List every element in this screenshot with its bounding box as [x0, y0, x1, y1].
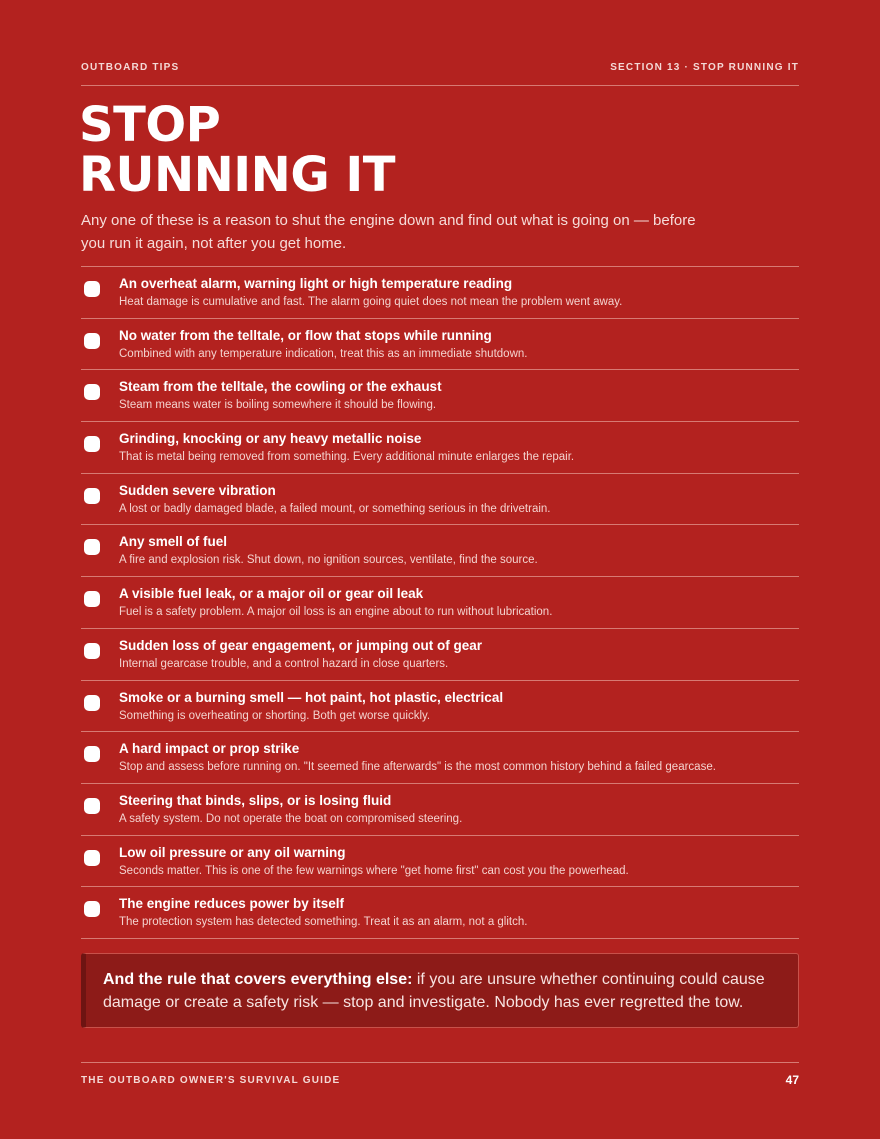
checkbox-icon[interactable]	[84, 591, 100, 607]
footer-divider	[81, 1062, 799, 1063]
item-description: Combined with any temperature indication, treat this as an immediate shutdown.	[119, 347, 528, 360]
item-description: Stop and assess before running on. "It seemed fine afterwards" is the most common history behind a failed gearcase.	[119, 761, 716, 774]
item-title: Steam from the telltale, the cowling or the exhaust	[119, 379, 442, 395]
item-description: A fire and explosion risk. Shut down, no ignition sources, ventilate, find the source.	[119, 554, 538, 567]
checklist-item	[81, 525, 799, 577]
checkbox-icon[interactable]	[84, 798, 100, 814]
item-description: Fuel is a safety problem. A major oil loss is an engine about to run without lubrication.	[119, 606, 553, 619]
checklist-item	[81, 681, 799, 733]
title-line-2: RUNNING IT	[79, 147, 396, 203]
item-description: Heat damage is cumulative and fast. The alarm going quiet does not mean the problem went away.	[119, 296, 623, 308]
running-header	[81, 62, 799, 73]
page-number: 47	[785, 1073, 799, 1087]
checkbox-icon[interactable]	[84, 850, 100, 866]
item-title: Sudden severe vibration	[119, 482, 276, 498]
page-title	[79, 97, 396, 203]
item-title: A visible fuel leak, or a major oil or gear oil leak	[119, 586, 424, 602]
checklist-item	[81, 732, 799, 784]
checkbox-icon[interactable]	[84, 539, 100, 555]
checkbox-icon[interactable]	[84, 746, 100, 762]
item-title: A hard impact or prop strike	[119, 741, 300, 757]
checkbox-icon[interactable]	[84, 695, 100, 711]
item-title: No water from the telltale, or flow that stops while running	[119, 327, 492, 343]
item-title: An overheat alarm, warning light or high temperature reading	[119, 276, 513, 291]
rule-text: if you are unsure whether continuing could cause damage or create a safety risk — stop and investigate. Nobody has ever regretted the tow.	[103, 971, 765, 1011]
item-title: The engine reduces power by itself	[119, 896, 345, 912]
checkbox-icon[interactable]	[84, 436, 100, 452]
item-description: That is metal being removed from something. Every additional minute enlarges the repair.	[119, 451, 575, 464]
intro-text: Any one of these is a reason to shut the engine down and find out what is going on — before you run it again, not after you get home.	[81, 212, 696, 252]
checklist-item	[81, 319, 799, 371]
item-description: Seconds matter. This is one of the few warnings where "get home first" can cost you the powerhead.	[119, 864, 629, 877]
item-description: Internal gearcase trouble, and a control hazard in close quarters.	[119, 657, 449, 670]
checklist-item	[81, 784, 799, 836]
item-description: A lost or badly damaged blade, a failed mount, or something serious in the drivetrain.	[119, 502, 551, 515]
rule-lead: And the rule that covers everything else:	[103, 971, 413, 988]
checkbox-icon[interactable]	[84, 488, 100, 504]
checklist-item	[81, 474, 799, 526]
checklist-item	[81, 887, 799, 939]
item-title: Steering that binds, slips, or is losing fluid	[119, 792, 392, 808]
title-line-1: STOP	[79, 97, 221, 153]
item-title: Sudden loss of gear engagement, or jumping out of gear	[119, 637, 483, 653]
item-description: The protection system has detected something. Treat it as an alarm, not a glitch.	[119, 916, 528, 929]
item-description: Steam means water is boiling somewhere it should be flowing.	[119, 399, 437, 412]
item-description: A safety system. Do not operate the boat on compromised steering.	[119, 812, 463, 825]
item-title: Smoke or a burning smell — hot paint, hot plastic, electrical	[119, 689, 504, 705]
checkbox-icon[interactable]	[84, 384, 100, 400]
checkbox-icon[interactable]	[84, 901, 100, 917]
checklist-item	[81, 577, 799, 629]
book-title: THE OUTBOARD OWNER'S SURVIVAL GUIDE	[81, 1074, 341, 1086]
checkbox-icon[interactable]	[84, 281, 100, 297]
warning-checklist	[81, 266, 799, 939]
checkbox-icon[interactable]	[84, 643, 100, 659]
running-footer	[81, 1073, 799, 1087]
header-right: SECTION 13 · STOP RUNNING IT	[610, 62, 799, 73]
checklist-item	[81, 267, 799, 319]
checklist-item	[81, 836, 799, 888]
header-divider	[81, 85, 799, 86]
checklist-item	[81, 370, 799, 422]
checklist-item	[81, 422, 799, 474]
item-title: Low oil pressure or any oil warning	[119, 844, 346, 860]
checklist-item	[81, 629, 799, 681]
checkbox-icon[interactable]	[84, 333, 100, 349]
item-title: Grinding, knocking or any heavy metallic noise	[119, 431, 422, 447]
header-left: OUTBOARD TIPS	[81, 62, 180, 73]
item-description: Something is overheating or shorting. Both get worse quickly.	[119, 709, 431, 722]
item-title: Any smell of fuel	[119, 534, 228, 550]
golden-rule-callout	[81, 953, 799, 1028]
